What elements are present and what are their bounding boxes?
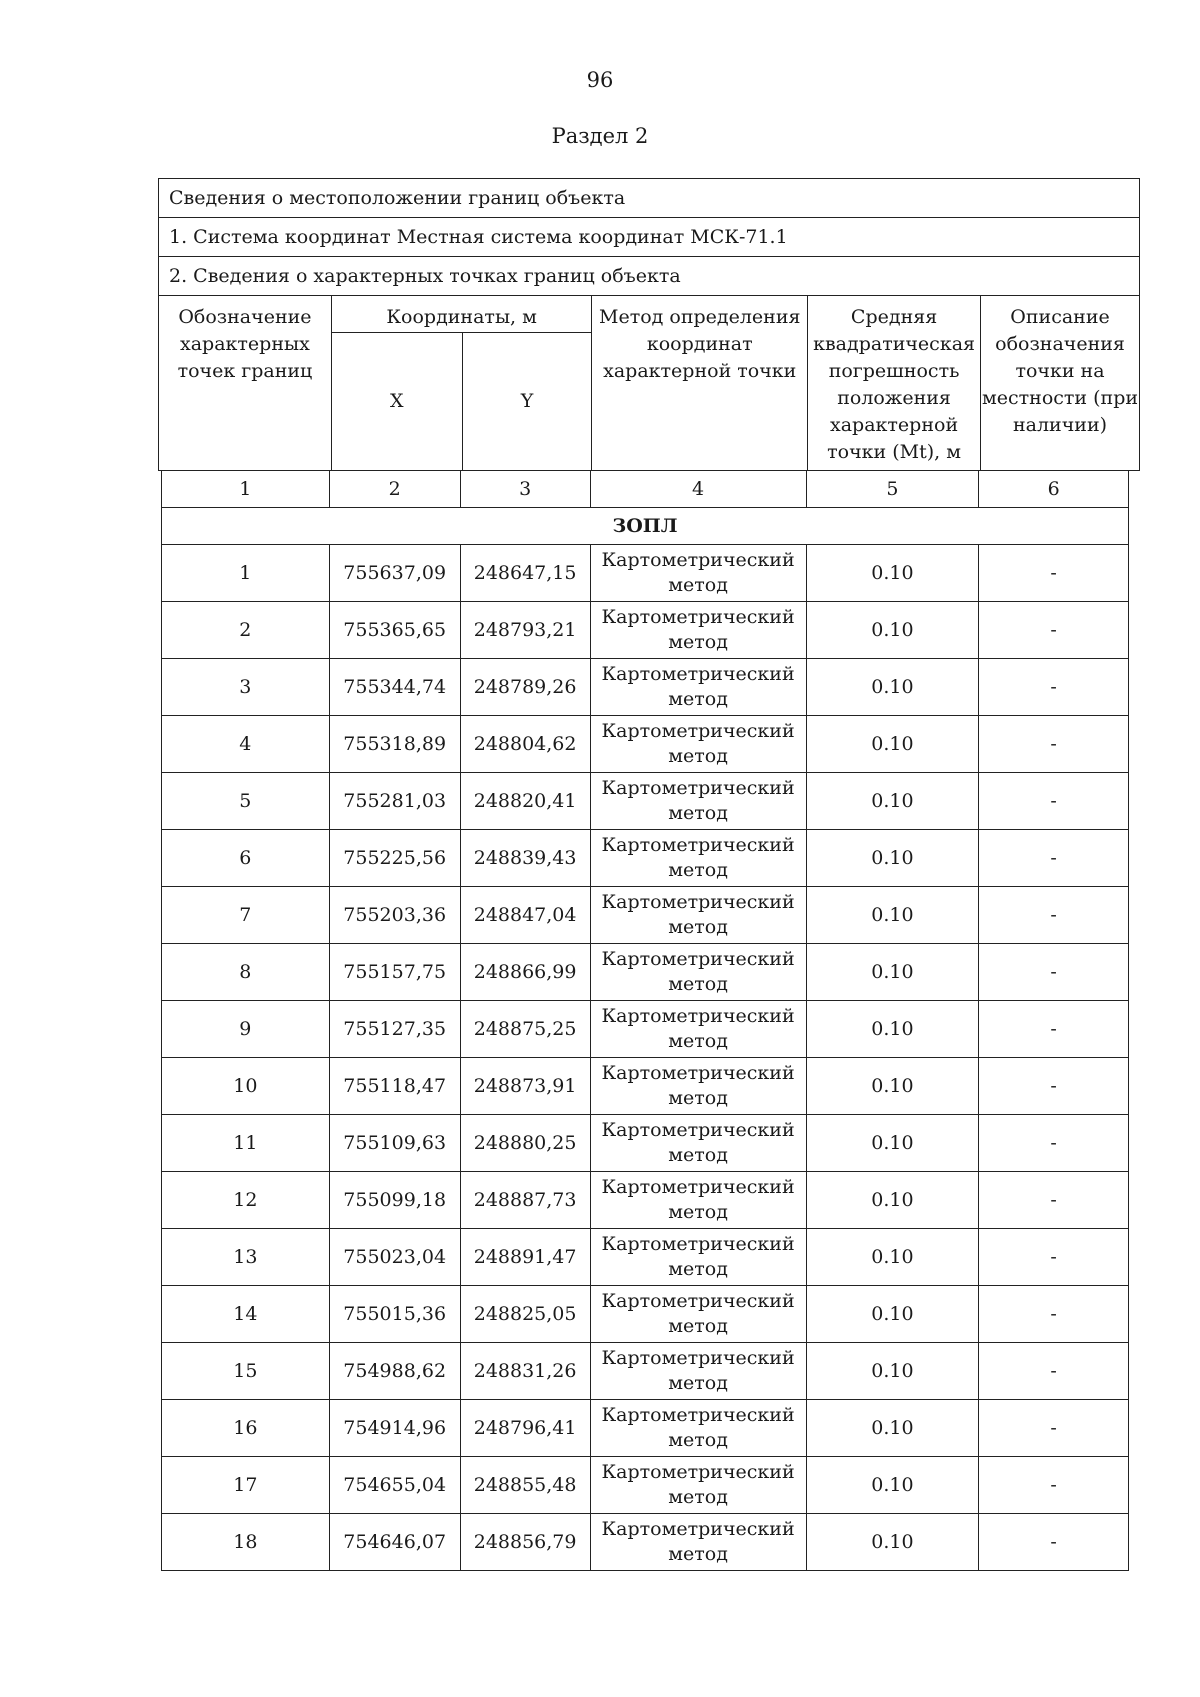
header-description: Описание обозначения точки на местности (при наличии) (981, 296, 1140, 471)
description: - (979, 944, 1129, 1001)
method: Картометрический метод (590, 1400, 806, 1457)
header-error: Средняя квадратическая погрешность положения характерной точки (Mt), м (808, 296, 981, 471)
table-row (162, 830, 1129, 887)
column-number: 2 (329, 471, 460, 508)
coord-y: 248866,99 (460, 944, 590, 1001)
page-number: 96 (586, 68, 614, 92)
point-number: 13 (162, 1229, 330, 1286)
point-number: 3 (162, 659, 330, 716)
description: - (979, 830, 1129, 887)
method: Картометрический метод (590, 944, 806, 1001)
description: - (979, 1400, 1129, 1457)
coord-x: 754655,04 (329, 1457, 460, 1514)
point-number: 16 (162, 1400, 330, 1457)
section-title: Раздел 2 (551, 124, 649, 148)
coord-x: 754988,62 (329, 1343, 460, 1400)
table-row (162, 1058, 1129, 1115)
method: Картометрический метод (590, 1514, 806, 1571)
coord-x: 755281,03 (329, 773, 460, 830)
description: - (979, 887, 1129, 944)
point-number: 5 (162, 773, 330, 830)
table-row (162, 1400, 1129, 1457)
method: Картометрический метод (590, 1457, 806, 1514)
description: - (979, 602, 1129, 659)
coord-x: 755023,04 (329, 1229, 460, 1286)
description: - (979, 1343, 1129, 1400)
point-number: 1 (162, 545, 330, 602)
table-row (162, 1229, 1129, 1286)
coord-x: 755225,56 (329, 830, 460, 887)
description: - (979, 1172, 1129, 1229)
description: - (979, 1286, 1129, 1343)
method: Картометрический метод (590, 716, 806, 773)
point-number: 10 (162, 1058, 330, 1115)
coord-y: 248831,26 (460, 1343, 590, 1400)
table-row (162, 1172, 1129, 1229)
error-mt: 0.10 (806, 887, 979, 944)
table-row (162, 1343, 1129, 1400)
coord-y: 248856,79 (460, 1514, 590, 1571)
coord-x: 755344,74 (329, 659, 460, 716)
error-mt: 0.10 (806, 773, 979, 830)
coord-y: 248880,25 (460, 1115, 590, 1172)
method: Картометрический метод (590, 602, 806, 659)
method: Картометрический метод (590, 1001, 806, 1058)
coord-x: 755109,63 (329, 1115, 460, 1172)
coord-y: 248796,41 (460, 1400, 590, 1457)
coord-x: 755318,89 (329, 716, 460, 773)
method: Картометрический метод (590, 887, 806, 944)
header-x: X (331, 333, 462, 471)
column-number: 1 (162, 471, 330, 508)
method: Картометрический метод (590, 659, 806, 716)
method: Картометрический метод (590, 1229, 806, 1286)
point-number: 12 (162, 1172, 330, 1229)
error-mt: 0.10 (806, 1172, 979, 1229)
error-mt: 0.10 (806, 716, 979, 773)
header-table (158, 178, 1140, 471)
column-number: 3 (460, 471, 590, 508)
table-row (162, 659, 1129, 716)
info-points-title: 2. Сведения о характерных точках границ объекта (159, 257, 1140, 296)
table-row (162, 1514, 1129, 1571)
column-number: 4 (590, 471, 806, 508)
table-row (162, 545, 1129, 602)
description: - (979, 1514, 1129, 1571)
description: - (979, 1229, 1129, 1286)
coord-y: 248847,04 (460, 887, 590, 944)
description: - (979, 545, 1129, 602)
coord-y: 248855,48 (460, 1457, 590, 1514)
error-mt: 0.10 (806, 1115, 979, 1172)
coord-y: 248887,73 (460, 1172, 590, 1229)
point-number: 17 (162, 1457, 330, 1514)
method: Картометрический метод (590, 1343, 806, 1400)
error-mt: 0.10 (806, 1514, 979, 1571)
description: - (979, 1001, 1129, 1058)
coord-y: 248789,26 (460, 659, 590, 716)
point-number: 6 (162, 830, 330, 887)
method: Картометрический метод (590, 545, 806, 602)
coord-x: 754646,07 (329, 1514, 460, 1571)
column-numbers-row (162, 471, 1129, 508)
coord-y: 248825,05 (460, 1286, 590, 1343)
coord-x: 755118,47 (329, 1058, 460, 1115)
point-number: 18 (162, 1514, 330, 1571)
point-number: 2 (162, 602, 330, 659)
description: - (979, 1115, 1129, 1172)
error-mt: 0.10 (806, 602, 979, 659)
coord-x: 755157,75 (329, 944, 460, 1001)
point-number: 7 (162, 887, 330, 944)
header-designation: Обозначение характерных точек границ (159, 296, 332, 471)
error-mt: 0.10 (806, 1400, 979, 1457)
point-number: 9 (162, 1001, 330, 1058)
coord-x: 755637,09 (329, 545, 460, 602)
error-mt: 0.10 (806, 1457, 979, 1514)
table-row (162, 773, 1129, 830)
info-title: Сведения о местоположении границ объекта (159, 179, 1140, 218)
table-row (162, 944, 1129, 1001)
coord-y: 248875,25 (460, 1001, 590, 1058)
coord-y: 248804,62 (460, 716, 590, 773)
method: Картометрический метод (590, 830, 806, 887)
coord-y: 248793,21 (460, 602, 590, 659)
error-mt: 0.10 (806, 1229, 979, 1286)
error-mt: 0.10 (806, 830, 979, 887)
method: Картометрический метод (590, 773, 806, 830)
coord-y: 248873,91 (460, 1058, 590, 1115)
error-mt: 0.10 (806, 545, 979, 602)
group-label: ЗОПЛ (162, 508, 1129, 545)
table-row (162, 1115, 1129, 1172)
coord-x: 755127,35 (329, 1001, 460, 1058)
point-number: 11 (162, 1115, 330, 1172)
method: Картометрический метод (590, 1286, 806, 1343)
point-number: 15 (162, 1343, 330, 1400)
coord-y: 248820,41 (460, 773, 590, 830)
coord-y: 248891,47 (460, 1229, 590, 1286)
coord-x: 754914,96 (329, 1400, 460, 1457)
description: - (979, 716, 1129, 773)
column-number: 5 (806, 471, 979, 508)
error-mt: 0.10 (806, 1343, 979, 1400)
table-row (162, 887, 1129, 944)
point-number: 14 (162, 1286, 330, 1343)
header-coordinates: Координаты, м (331, 296, 592, 333)
coord-x: 755015,36 (329, 1286, 460, 1343)
description: - (979, 1457, 1129, 1514)
table-row (162, 1286, 1129, 1343)
description: - (979, 659, 1129, 716)
error-mt: 0.10 (806, 659, 979, 716)
table-row (162, 716, 1129, 773)
coord-y: 248839,43 (460, 830, 590, 887)
table-row (162, 602, 1129, 659)
table-row (162, 1457, 1129, 1514)
points-table (161, 470, 1129, 1571)
header-y: Y (462, 333, 592, 471)
point-number: 4 (162, 716, 330, 773)
method: Картометрический метод (590, 1058, 806, 1115)
error-mt: 0.10 (806, 1286, 979, 1343)
error-mt: 0.10 (806, 1058, 979, 1115)
header-method: Метод определения координат характерной точки (592, 296, 808, 471)
method: Картометрический метод (590, 1115, 806, 1172)
info-coord-system: 1. Система координат Местная система координат МСК-71.1 (159, 218, 1140, 257)
method: Картометрический метод (590, 1172, 806, 1229)
coord-x: 755099,18 (329, 1172, 460, 1229)
point-number: 8 (162, 944, 330, 1001)
coord-x: 755365,65 (329, 602, 460, 659)
table-row (162, 1001, 1129, 1058)
coord-x: 755203,36 (329, 887, 460, 944)
coord-y: 248647,15 (460, 545, 590, 602)
description: - (979, 773, 1129, 830)
error-mt: 0.10 (806, 944, 979, 1001)
column-number: 6 (979, 471, 1129, 508)
error-mt: 0.10 (806, 1001, 979, 1058)
description: - (979, 1058, 1129, 1115)
